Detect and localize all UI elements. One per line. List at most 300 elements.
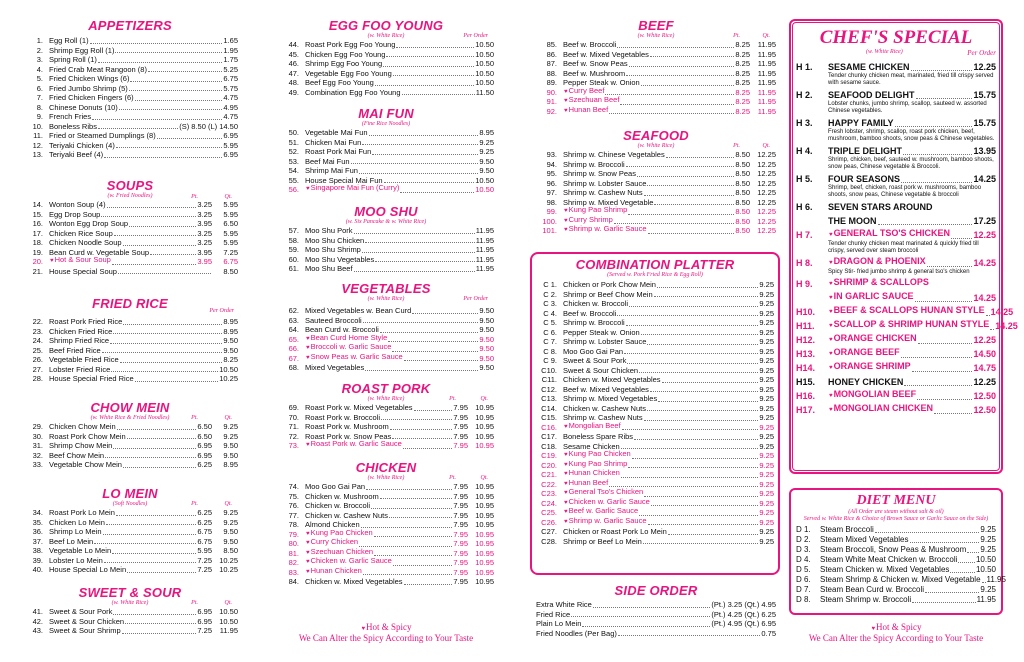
dot-leader bbox=[629, 306, 758, 307]
item-number: 84. bbox=[288, 577, 299, 586]
item-number: 72. bbox=[288, 431, 299, 441]
item-code: H15. bbox=[796, 377, 816, 387]
menu-item bbox=[278, 316, 494, 326]
item-price bbox=[475, 185, 494, 195]
item-name: Chicken Lo Mein bbox=[49, 517, 105, 527]
item-name: Shrimp Lo Mein bbox=[49, 527, 102, 536]
item-name: House Special Mai Fun bbox=[305, 175, 383, 185]
menu-item bbox=[22, 607, 238, 617]
chili-pepper-icon: ♥ bbox=[564, 452, 568, 458]
item-name: ♥Broccoli w. Garlic Sauce bbox=[306, 342, 392, 351]
item-name: Roast Pork Lo Mein bbox=[49, 508, 115, 517]
price-1: 8.50 bbox=[735, 159, 750, 169]
price-2: 10.95 bbox=[475, 520, 494, 529]
item-name: Roast Pork Egg Foo Young bbox=[305, 40, 396, 49]
price-1: 8.50 bbox=[735, 188, 750, 197]
per-order-label: Per Order bbox=[463, 296, 488, 302]
item-name: House Special Soup bbox=[49, 266, 117, 276]
item-price bbox=[479, 306, 494, 316]
item-number: 59. bbox=[288, 245, 299, 254]
price-2: 10.95 bbox=[475, 567, 494, 577]
item-number: 11. bbox=[33, 131, 43, 140]
dot-leader bbox=[389, 517, 452, 518]
price-1: 9.25 bbox=[759, 460, 774, 470]
dot-leader bbox=[362, 144, 478, 145]
item-name: Almond Chicken bbox=[305, 520, 360, 529]
item-price bbox=[759, 337, 774, 347]
menu-item bbox=[22, 36, 238, 46]
dot-leader bbox=[654, 296, 759, 297]
item-number: C24. bbox=[541, 498, 557, 508]
item-number: 9. bbox=[36, 112, 43, 121]
item-number: 44. bbox=[288, 40, 299, 49]
chili-pepper-icon: ♥ bbox=[829, 323, 833, 329]
item-price bbox=[759, 356, 774, 366]
chili-pepper-icon: ♥ bbox=[306, 186, 310, 192]
price-1: 8.95 bbox=[223, 326, 238, 336]
item-name: Combination Egg Foo Young bbox=[305, 87, 401, 97]
item-number: 64. bbox=[288, 325, 299, 334]
diet-item bbox=[796, 585, 996, 595]
price-2: 12.25 bbox=[757, 188, 776, 197]
dot-leader bbox=[116, 147, 223, 148]
item-name: ♥Kung Pao Shrimp bbox=[564, 458, 628, 468]
price-1: 9.25 bbox=[759, 365, 774, 375]
dot-leader bbox=[366, 489, 452, 490]
item-name: Shrimp w. Mixed Vegetables bbox=[563, 394, 658, 403]
dot-leader bbox=[120, 362, 223, 363]
price-2: 8.50 bbox=[223, 546, 238, 555]
price-1: 7.95 bbox=[453, 491, 468, 501]
item-name: Chicken Fried Rice bbox=[49, 326, 113, 336]
menu-item bbox=[536, 432, 774, 442]
dot-leader bbox=[388, 341, 478, 342]
item-name: Shrimp w. Broccoli bbox=[563, 318, 625, 327]
price-1: 6.25 bbox=[197, 517, 212, 527]
menu-item bbox=[278, 69, 494, 79]
item-name: Beef w. Mixed Vegetables bbox=[563, 384, 649, 394]
item-number: C12. bbox=[541, 384, 557, 394]
item-number: 4. bbox=[36, 64, 43, 74]
price-1: 10.50 bbox=[475, 185, 494, 194]
price-2: 9.25 bbox=[223, 508, 238, 517]
item-name: Shrimp w. Cashew Nuts bbox=[563, 188, 643, 197]
item-price bbox=[453, 501, 494, 511]
item-name: Roast Pork Mai Fun bbox=[305, 147, 372, 156]
item-price bbox=[735, 97, 776, 107]
dot-leader bbox=[651, 505, 759, 506]
menu-item bbox=[278, 413, 494, 423]
chili-pepper-icon: ♥ bbox=[829, 351, 833, 357]
dot-leader bbox=[123, 324, 222, 325]
section-subtitle: (Served w. Pork Fried Rice & Egg Roll) bbox=[607, 272, 703, 278]
price-1: 7.95 bbox=[453, 548, 468, 558]
menu-item bbox=[536, 629, 776, 639]
item-name: Shrimp w. Lobster Sauce bbox=[563, 337, 647, 346]
item-code: D 8. bbox=[796, 595, 811, 604]
item-price bbox=[735, 198, 776, 208]
item-price: 10.50 bbox=[975, 565, 996, 574]
item-code: D 5. bbox=[796, 565, 811, 574]
item-price bbox=[197, 607, 238, 617]
dot-leader bbox=[637, 176, 734, 177]
item-name: Shrimp or Beef Lo Mein bbox=[563, 536, 642, 546]
menu-item bbox=[22, 93, 238, 103]
price-1: 7.25 bbox=[197, 555, 212, 565]
item-number: 23. bbox=[32, 326, 43, 336]
item-price bbox=[453, 413, 494, 423]
menu-item bbox=[536, 610, 776, 620]
menu-item bbox=[22, 122, 238, 132]
item-number: 85. bbox=[546, 40, 557, 49]
item-number: 76. bbox=[288, 501, 299, 510]
item-name: Moo Goo Gai Pan bbox=[305, 482, 366, 491]
price-2: 10.95 bbox=[475, 577, 494, 586]
item-number: 48. bbox=[288, 78, 299, 87]
item-number: C 3. bbox=[543, 299, 557, 308]
item-number: 39. bbox=[32, 555, 43, 565]
pt-label: Pt. bbox=[733, 143, 740, 149]
item-number: C 1. bbox=[543, 280, 557, 289]
qt-label: Qt. bbox=[224, 194, 232, 200]
item-name: Beef w. Mixed Vegetables bbox=[563, 49, 649, 59]
price-2: 11.95 bbox=[757, 78, 776, 87]
item-number: C 2. bbox=[543, 289, 557, 299]
item-name: ♥Curry Beef bbox=[564, 85, 605, 95]
chef-special-row bbox=[796, 258, 996, 269]
item-number: 27. bbox=[32, 364, 43, 374]
item-description: Spicy Stir- fried jumbo shrimp & general tso's chicken bbox=[828, 269, 970, 275]
item-code: H17. bbox=[796, 405, 816, 415]
item-price bbox=[197, 518, 238, 528]
chef-special-item bbox=[796, 230, 996, 255]
dot-leader bbox=[895, 126, 973, 127]
item-name: Steam Mixed Vegetables bbox=[820, 535, 909, 544]
menu-item bbox=[536, 404, 774, 414]
item-number: 79. bbox=[288, 529, 299, 539]
dot-leader bbox=[396, 47, 474, 48]
price-2: 9.25 bbox=[223, 431, 238, 441]
item-code: H 1. bbox=[796, 62, 813, 72]
item-price bbox=[476, 245, 494, 255]
menu-item bbox=[278, 351, 494, 364]
chili-pepper-icon: ♥ bbox=[564, 217, 568, 224]
item-name: Moo Shu Vegetables bbox=[305, 254, 375, 264]
price-1: 3.25 bbox=[197, 228, 212, 238]
price-1: (S) 8.50 (L) 14.50 bbox=[179, 121, 238, 131]
item-price bbox=[453, 441, 494, 451]
item-price bbox=[759, 499, 774, 509]
item-number: 29. bbox=[32, 422, 43, 431]
menu-item bbox=[278, 501, 494, 511]
item-price bbox=[476, 264, 494, 274]
menu-item bbox=[536, 188, 776, 198]
price-2: 10.95 bbox=[475, 403, 494, 412]
price-1: 7.95 bbox=[453, 520, 468, 529]
item-name: Shrimp or Beef Chow Mein bbox=[563, 289, 653, 299]
item-number: C22. bbox=[541, 479, 557, 489]
chili-pepper-icon: ♥ bbox=[564, 423, 568, 430]
chef-special-item bbox=[796, 335, 996, 346]
dot-leader bbox=[875, 532, 980, 533]
item-number: 97. bbox=[546, 188, 557, 197]
dot-leader bbox=[901, 357, 973, 358]
dot-leader bbox=[150, 254, 196, 255]
item-name: ♥MONGOLIAN CHICKEN bbox=[829, 403, 934, 413]
chili-pepper-icon: ♥ bbox=[829, 393, 833, 399]
chef-special-row bbox=[796, 319, 1018, 332]
item-number: 99. bbox=[546, 207, 557, 216]
chef-special-row bbox=[796, 216, 996, 227]
dot-leader bbox=[362, 252, 475, 253]
item-price bbox=[759, 442, 774, 452]
price-1: 9.25 bbox=[759, 441, 774, 451]
menu-item bbox=[536, 394, 774, 404]
item-name: Beef Egg Foo Young bbox=[305, 78, 374, 87]
dot-leader bbox=[354, 271, 475, 272]
price-1: 6.95 bbox=[197, 441, 212, 450]
item-price bbox=[197, 460, 238, 470]
item-number: 31. bbox=[32, 441, 43, 450]
item-name: Wonton Egg Drop Soup bbox=[49, 219, 129, 228]
item-number: C27. bbox=[541, 527, 557, 536]
chili-pepper-icon: ♥ bbox=[361, 626, 366, 632]
price-1: 8.50 bbox=[735, 216, 750, 226]
price-2: 10.95 bbox=[475, 558, 494, 567]
per-order-label: Per Order bbox=[209, 308, 234, 314]
menu-item bbox=[536, 160, 776, 170]
price-2: 12.25 bbox=[757, 150, 776, 159]
section-title: SWEET & SOUR bbox=[78, 585, 182, 600]
pt-label: Pt. bbox=[191, 600, 198, 606]
item-number: 91. bbox=[546, 97, 557, 106]
item-number: 36. bbox=[32, 527, 43, 536]
dot-leader bbox=[130, 81, 222, 82]
price-1: 6.95 bbox=[223, 131, 238, 140]
price-1: (Pt.) 4.25 (Qt.) 6.25 bbox=[711, 609, 776, 619]
item-price bbox=[759, 328, 774, 338]
dot-leader bbox=[917, 399, 972, 400]
dot-leader bbox=[647, 410, 758, 411]
item-price: 11.95 bbox=[976, 595, 996, 604]
dot-leader bbox=[127, 572, 196, 573]
price-1: 9.25 bbox=[759, 375, 774, 384]
price-1: 8.25 bbox=[735, 78, 750, 87]
item-price bbox=[197, 626, 238, 636]
item-price bbox=[735, 59, 776, 69]
menu-item bbox=[536, 347, 774, 357]
price-2: 11.95 bbox=[757, 87, 776, 97]
item-name: Moo Shu Beef bbox=[305, 264, 353, 273]
price-1: 7.25 bbox=[197, 565, 212, 574]
menu-item bbox=[22, 257, 238, 267]
menu-item bbox=[22, 84, 238, 94]
menu-item bbox=[22, 451, 238, 461]
dot-leader bbox=[605, 94, 734, 95]
dot-leader bbox=[641, 334, 759, 335]
item-name: ♥Curry Chicken bbox=[306, 537, 359, 546]
item-name: Chicken w. Mixed Vegetables bbox=[305, 577, 403, 586]
price-2: 12.25 bbox=[757, 159, 776, 169]
dot-leader bbox=[113, 333, 222, 334]
price-1: 7.95 bbox=[453, 431, 468, 441]
item-price bbox=[759, 537, 774, 547]
section-title: LO MEIN bbox=[102, 486, 158, 501]
item-name: Sweet & Sour Pork bbox=[49, 607, 113, 616]
item-price bbox=[479, 128, 494, 138]
item-name: THE MOON bbox=[828, 216, 877, 226]
chili-pepper-icon: ♥ bbox=[306, 345, 310, 351]
menu-item bbox=[278, 422, 494, 432]
item-number: 77. bbox=[288, 510, 299, 520]
item-name: Chicken Chow Mein bbox=[49, 422, 116, 431]
item-price bbox=[223, 65, 238, 75]
price-1: 7.95 bbox=[453, 482, 468, 491]
item-code: H 6. bbox=[796, 202, 813, 212]
dot-leader bbox=[982, 582, 986, 583]
price-2: 10.25 bbox=[219, 565, 238, 574]
dot-leader bbox=[104, 157, 222, 158]
item-price bbox=[197, 432, 238, 442]
menu-item bbox=[536, 318, 774, 328]
section-title: FRIED RICE bbox=[92, 296, 168, 311]
menu-item bbox=[22, 238, 238, 248]
item-number: C15. bbox=[541, 413, 557, 422]
section-title: SIDE ORDER bbox=[614, 583, 698, 598]
item-price bbox=[197, 248, 238, 258]
dot-leader bbox=[129, 226, 196, 227]
item-code: H10. bbox=[796, 307, 816, 317]
item-code: D 2. bbox=[796, 535, 811, 544]
combination-platter-box bbox=[530, 252, 780, 575]
price-1: 11.50 bbox=[475, 87, 494, 97]
menu-item bbox=[22, 150, 238, 160]
price-2: 11.95 bbox=[757, 40, 776, 49]
chili-pepper-icon: ♥ bbox=[306, 559, 310, 565]
item-name: ♥Hot & Sour Soup bbox=[50, 255, 111, 264]
item-name: ♥ORANGE SHRIMP bbox=[829, 361, 911, 371]
item-name: Sweet & Sour Chicken bbox=[563, 365, 639, 375]
price-1: 9.25 bbox=[759, 280, 774, 289]
price-1: (Pt.) 4.95 (Qt.) 6.95 bbox=[711, 619, 776, 628]
menu-item bbox=[278, 492, 494, 502]
menu-item bbox=[536, 104, 776, 117]
dot-leader bbox=[912, 602, 975, 603]
item-price bbox=[223, 141, 238, 151]
item-price bbox=[453, 520, 494, 530]
item-code: H 8. bbox=[796, 258, 813, 268]
item-name: Beef w. Broccoli bbox=[563, 40, 617, 49]
section-title: ROAST PORK bbox=[341, 381, 431, 396]
item-price: 12.25 bbox=[973, 377, 996, 387]
dot-leader bbox=[634, 439, 758, 440]
footer-hot-note-right: ♥Hot & Spicy bbox=[871, 622, 922, 632]
dot-leader bbox=[622, 429, 759, 430]
price-1: 5.95 bbox=[223, 140, 238, 150]
item-name: Beef Chow Mein bbox=[49, 450, 105, 460]
item-price bbox=[223, 150, 238, 160]
item-name: ♥Chicken w. Garlic Sauce bbox=[306, 556, 392, 565]
price-2: 5.95 bbox=[223, 238, 238, 247]
section-vegetables bbox=[278, 281, 494, 373]
item-price bbox=[759, 518, 774, 528]
price-1: 9.25 bbox=[759, 308, 774, 318]
menu-item bbox=[22, 508, 238, 518]
menu-item bbox=[22, 74, 238, 84]
item-name: Lobster Fried Rice bbox=[49, 364, 111, 374]
dot-leader bbox=[950, 572, 975, 573]
dot-leader bbox=[135, 100, 223, 101]
menu-item bbox=[22, 527, 238, 537]
section-title: SEAFOOD bbox=[623, 128, 689, 143]
chef-special-row bbox=[796, 202, 996, 213]
item-name: Beef Fried Rice bbox=[49, 345, 101, 355]
section-subtitle: (w. White Rice & Fried Noodles) bbox=[90, 415, 170, 421]
dot-leader bbox=[648, 524, 759, 525]
item-name: Chicken Rice Soup bbox=[49, 228, 113, 238]
dot-leader bbox=[628, 467, 758, 468]
item-price bbox=[197, 508, 238, 518]
footer-alter-note-right: We Can Alter the Spicy According to Your Taste bbox=[808, 633, 984, 643]
price-1: 8.25 bbox=[735, 40, 750, 49]
chef-special-item bbox=[796, 90, 996, 115]
menu-item bbox=[278, 185, 494, 195]
item-number: C13. bbox=[541, 394, 557, 403]
dot-leader bbox=[624, 353, 758, 354]
column-2 bbox=[278, 0, 494, 662]
item-price bbox=[475, 69, 494, 79]
item-code: D 7. bbox=[796, 585, 811, 594]
item-price bbox=[197, 238, 238, 248]
dot-leader bbox=[628, 214, 734, 215]
section-title: EGG FOO YOUNG bbox=[328, 18, 444, 33]
menu-item bbox=[22, 141, 238, 151]
menu-item bbox=[278, 157, 494, 167]
item-price bbox=[219, 374, 238, 384]
item-number: 54. bbox=[288, 166, 299, 175]
menu-item bbox=[22, 617, 238, 627]
diet-item bbox=[796, 535, 996, 545]
item-price: 12.50 bbox=[973, 405, 996, 415]
dot-leader bbox=[351, 163, 479, 164]
item-name: ♥Beef w. Garlic Sauce bbox=[564, 506, 639, 515]
price-1: 8.25 bbox=[735, 97, 750, 106]
item-number: 43. bbox=[32, 626, 43, 635]
chef-special-item bbox=[796, 363, 996, 374]
menu-item bbox=[22, 422, 238, 432]
price-1: 7.95 bbox=[453, 539, 468, 548]
section-seafood bbox=[536, 128, 776, 236]
item-code: H 3. bbox=[796, 118, 813, 128]
item-price bbox=[759, 508, 774, 518]
item-name: Shrimp w. Mixed Vegetable bbox=[563, 197, 654, 207]
dot-leader bbox=[627, 363, 758, 364]
item-number: 40. bbox=[32, 565, 43, 574]
item-number: 83. bbox=[288, 567, 299, 577]
qt-label: Qt. bbox=[224, 600, 232, 606]
item-name: Teriyaki Beef (4) bbox=[49, 150, 104, 159]
price-2: 10.95 bbox=[475, 529, 494, 539]
chili-pepper-icon: ♥ bbox=[829, 260, 833, 266]
item-name: ♥Hunan Beef bbox=[564, 477, 609, 487]
item-number: 70. bbox=[288, 412, 299, 422]
menu-item bbox=[278, 40, 494, 50]
pt-label: Pt. bbox=[191, 501, 198, 507]
item-price: 14.25 bbox=[973, 293, 996, 303]
item-price bbox=[223, 46, 238, 56]
chef-special-row bbox=[796, 349, 996, 360]
menu-item bbox=[22, 55, 238, 65]
